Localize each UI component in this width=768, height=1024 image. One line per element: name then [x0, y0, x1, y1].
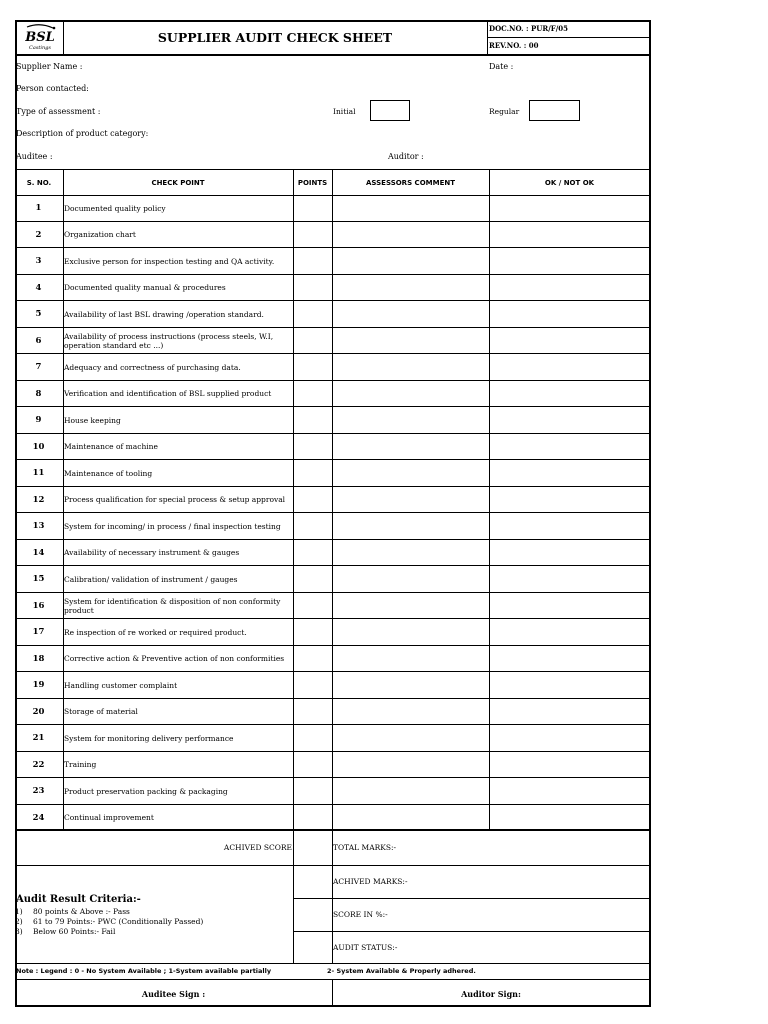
- row-number: 10: [32, 441, 45, 452]
- check-point-text: Documented quality policy: [64, 203, 166, 213]
- assessor-comment-cell[interactable]: [333, 434, 489, 461]
- table-row: [15, 434, 651, 461]
- row-number: 4: [35, 282, 42, 293]
- header-bottom-line: [15, 54, 651, 56]
- criteria-text: 80 points & Above :- Pass: [33, 907, 130, 916]
- row-number: 23: [32, 786, 45, 797]
- ok-not-ok-cell[interactable]: [490, 381, 649, 408]
- row-number: 6: [35, 335, 42, 346]
- points-cell[interactable]: [294, 593, 332, 620]
- check-point-text: Process qualification for special process & setup approval: [64, 495, 286, 505]
- ok-not-ok-cell[interactable]: [490, 407, 649, 434]
- ok-not-ok-cell[interactable]: [490, 513, 649, 540]
- table-row: [15, 301, 651, 328]
- row-number: 14: [32, 547, 45, 558]
- table-row: [15, 354, 651, 381]
- assessor-comment-cell[interactable]: [333, 540, 489, 567]
- check-point-text: Availability of last BSL drawing /operation standard.: [64, 309, 264, 319]
- ok-not-ok-cell[interactable]: [490, 646, 649, 673]
- check-point-text: Training: [64, 760, 97, 770]
- ok-not-ok-cell[interactable]: [490, 593, 649, 620]
- svg-text:BSL: BSL: [25, 30, 55, 45]
- ok-not-ok-cell[interactable]: [490, 619, 649, 646]
- criteria-text: Below 60 Points:- Fail: [33, 927, 116, 936]
- points-cell[interactable]: [294, 805, 332, 832]
- legend-right: 2- System Available & Properly adhered.: [327, 967, 476, 975]
- assessor-comment-cell[interactable]: [333, 248, 489, 275]
- table-row: [15, 513, 651, 540]
- points-cell[interactable]: [294, 540, 332, 567]
- points-cell[interactable]: [294, 778, 332, 805]
- date-label: Date :: [489, 62, 514, 71]
- points-cell[interactable]: [294, 725, 332, 752]
- assessor-comment-cell[interactable]: [333, 513, 489, 540]
- points-cell[interactable]: [294, 487, 332, 514]
- ok-not-ok-cell[interactable]: [490, 778, 649, 805]
- ok-not-ok-cell[interactable]: [490, 195, 649, 222]
- assessor-comment-cell[interactable]: [333, 646, 489, 673]
- points-cell[interactable]: [294, 672, 332, 699]
- initial-label: Initial: [333, 107, 356, 116]
- points-cell[interactable]: [294, 328, 332, 355]
- company-logo: [21, 23, 59, 51]
- summary-score-line: [15, 865, 294, 866]
- table-row: [15, 672, 651, 699]
- score-percent-label: SCORE IN %:-: [333, 910, 388, 919]
- points-cell[interactable]: [294, 381, 332, 408]
- points-cell[interactable]: [294, 407, 332, 434]
- row-number: 7: [35, 362, 42, 373]
- check-point-text: Maintenance of machine: [64, 442, 158, 452]
- ok-not-ok-cell[interactable]: [490, 672, 649, 699]
- points-cell[interactable]: [294, 460, 332, 487]
- assessor-comment-cell[interactable]: [333, 407, 489, 434]
- ok-not-ok-cell[interactable]: [490, 460, 649, 487]
- check-point-text: Maintenance of tooling: [64, 468, 153, 478]
- auditor-sign: Auditor Sign:: [461, 989, 521, 999]
- ok-not-ok-cell[interactable]: [490, 328, 649, 355]
- check-point-text: System for monitoring delivery performance: [64, 733, 234, 743]
- assessor-comment-cell[interactable]: [333, 195, 489, 222]
- points-cell[interactable]: [294, 354, 332, 381]
- ok-not-ok-cell[interactable]: [490, 487, 649, 514]
- row-number: 22: [32, 759, 45, 770]
- criteria-number: 3): [15, 927, 23, 936]
- table-row: [15, 752, 651, 779]
- assessor-comment-cell[interactable]: [333, 566, 489, 593]
- assessor-comment-cell[interactable]: [333, 460, 489, 487]
- assessor-comment-cell[interactable]: [333, 222, 489, 249]
- col-header-sno: S. NO.: [26, 179, 52, 187]
- initial-checkbox[interactable]: [370, 100, 410, 121]
- check-point-text: Product preservation packing & packaging: [64, 786, 228, 796]
- ok-not-ok-cell[interactable]: [490, 248, 649, 275]
- supplier-name-label: Supplier Name :: [16, 62, 83, 71]
- check-point-text: Re inspection of re worked or required product.: [64, 627, 247, 637]
- row-number: 19: [32, 680, 45, 691]
- assessor-comment-cell[interactable]: [333, 752, 489, 779]
- assessor-comment-cell[interactable]: [333, 805, 489, 832]
- points-cell[interactable]: [294, 513, 332, 540]
- check-point-text: Documented quality manual & procedures: [64, 283, 226, 293]
- achived-marks-label: ACHIVED MARKS:-: [333, 877, 408, 886]
- table-row: [15, 222, 651, 249]
- border-bottom: [15, 1005, 651, 1007]
- criteria-title: Audit Result Criteria:-: [16, 894, 141, 905]
- table-row: [15, 699, 651, 726]
- table-row: [15, 593, 651, 620]
- points-cell[interactable]: [294, 275, 332, 302]
- row-number: 16: [32, 600, 45, 611]
- assessor-comment-cell[interactable]: [333, 672, 489, 699]
- table-row: [15, 248, 651, 275]
- total-marks-label: TOTAL MARKS:-: [333, 843, 397, 852]
- table-row: [15, 275, 651, 302]
- audit-check-sheet: [15, 20, 651, 1007]
- auditee-label: Auditee :: [16, 152, 53, 161]
- criteria-number: 1): [15, 907, 23, 916]
- col-header-comment: ASSESSORS COMMENT: [366, 179, 455, 187]
- ok-not-ok-cell[interactable]: [490, 752, 649, 779]
- criteria-number: 2): [15, 917, 23, 926]
- check-point-text: Handling customer complaint: [64, 680, 178, 690]
- points-cell[interactable]: [294, 566, 332, 593]
- row-number: 5: [35, 309, 42, 320]
- assessor-comment-cell[interactable]: [333, 381, 489, 408]
- points-cell[interactable]: [294, 619, 332, 646]
- table-row: [15, 328, 651, 355]
- table-row: [15, 646, 651, 673]
- check-point-text: Calibration/ validation of instrument / gauges: [64, 574, 238, 584]
- check-point-text: Corrective action & Preventive action of non conformities: [64, 654, 285, 664]
- table-row: [15, 725, 651, 752]
- assessor-comment-cell[interactable]: [333, 593, 489, 620]
- row-number: 11: [32, 468, 45, 479]
- description-label: Description of product category:: [16, 129, 149, 138]
- type-of-assessment-label: Type of assessment :: [16, 107, 101, 116]
- ok-not-ok-cell[interactable]: [490, 354, 649, 381]
- table-row: [15, 566, 651, 593]
- summary-row-line-2: [293, 898, 650, 899]
- regular-checkbox[interactable]: [529, 100, 580, 121]
- svg-text:Castings: Castings: [29, 45, 51, 51]
- achived-score-label: ACHIVED SCORE: [223, 843, 292, 852]
- table-row: [15, 540, 651, 567]
- row-number: 8: [35, 388, 42, 399]
- row-number: 18: [32, 653, 45, 664]
- points-cell[interactable]: [294, 434, 332, 461]
- summary-row-line-3: [293, 931, 650, 932]
- doc-number: DOC.NO. : PUR/F/05: [489, 24, 569, 33]
- person-contacted-label: Person contacted:: [16, 84, 89, 93]
- col-header-points: POINTS: [297, 179, 328, 187]
- table-row: [15, 778, 651, 805]
- assessor-comment-cell[interactable]: [333, 328, 489, 355]
- assessor-comment-cell[interactable]: [333, 487, 489, 514]
- assessor-comment-cell[interactable]: [333, 275, 489, 302]
- check-point-text: Verification and identification of BSL supplied product: [64, 389, 272, 399]
- check-point-text: System for incoming/ in process / final inspection testing: [64, 521, 281, 531]
- points-cell[interactable]: [294, 195, 332, 222]
- ok-not-ok-cell[interactable]: [490, 805, 649, 832]
- ok-not-ok-cell[interactable]: [490, 301, 649, 328]
- table-bottom-line: [15, 829, 651, 831]
- check-point-text: Continual improvement: [64, 813, 154, 823]
- row-number: 9: [35, 415, 42, 426]
- table-row: [15, 460, 651, 487]
- table-row: [15, 805, 651, 832]
- points-cell[interactable]: [294, 646, 332, 673]
- logo-icon: [21, 23, 59, 51]
- row-number: 2: [35, 229, 42, 240]
- points-cell[interactable]: [294, 301, 332, 328]
- ok-not-ok-cell[interactable]: [490, 434, 649, 461]
- check-point-text: Storage of material: [64, 707, 138, 717]
- row-number: 12: [32, 494, 45, 505]
- points-cell[interactable]: [294, 248, 332, 275]
- row-number: 17: [32, 627, 45, 638]
- check-point-text: House keeping: [64, 415, 121, 425]
- summary-bottom-line: [15, 963, 651, 964]
- summary-row-line-1: [293, 865, 650, 866]
- assessor-comment-cell[interactable]: [333, 699, 489, 726]
- assessor-comment-cell[interactable]: [333, 619, 489, 646]
- table-row: [15, 381, 651, 408]
- table-top-line: [15, 169, 651, 170]
- legend-bottom-line: [15, 979, 651, 980]
- assessor-comment-cell[interactable]: [333, 725, 489, 752]
- ok-not-ok-cell[interactable]: [490, 566, 649, 593]
- check-point-text: Organization chart: [64, 230, 136, 240]
- auditee-sign: Auditee Sign :: [141, 989, 206, 999]
- points-cell[interactable]: [294, 699, 332, 726]
- table-row: [15, 195, 651, 222]
- ok-not-ok-cell[interactable]: [490, 540, 649, 567]
- col-header-checkpoint: CHECK POINT: [151, 179, 205, 187]
- row-number: 13: [32, 521, 45, 532]
- row-number: 15: [32, 574, 45, 585]
- table-row: [15, 487, 651, 514]
- regular-label: Regular: [489, 107, 520, 116]
- criteria-text: 61 to 79 Points:- PWC (Conditionally Passed): [33, 917, 204, 926]
- assessor-comment-cell[interactable]: [333, 301, 489, 328]
- check-point-text: Availability of process instructions (process steels, W.I, operation standard etc ...): [64, 331, 274, 350]
- ok-not-ok-cell[interactable]: [490, 222, 649, 249]
- points-cell[interactable]: [294, 752, 332, 779]
- audit-status-label: AUDIT STATUS:-: [333, 943, 398, 952]
- assessor-comment-cell[interactable]: [333, 778, 489, 805]
- auditor-label: Auditor :: [388, 152, 424, 161]
- header-divider-docrev: [487, 37, 650, 38]
- row-number: 24: [32, 812, 45, 823]
- check-point-text: System for identification & disposition of non conformity product: [64, 596, 281, 615]
- border-top: [15, 20, 651, 22]
- rev-number: REV.NO. : 00: [489, 41, 539, 50]
- ok-not-ok-cell[interactable]: [490, 699, 649, 726]
- row-number: 1: [35, 203, 42, 214]
- legend-left: Note : Legend : 0 - No System Available ; 1-System available partially: [16, 967, 272, 975]
- summary-divider-left: [293, 830, 294, 963]
- points-cell[interactable]: [294, 222, 332, 249]
- ok-not-ok-cell[interactable]: [490, 275, 649, 302]
- ok-not-ok-cell[interactable]: [490, 725, 649, 752]
- col-header-ok: OK / NOT OK: [544, 179, 595, 187]
- check-point-text: Availability of necessary instrument & gauges: [64, 548, 240, 558]
- row-number: 21: [32, 733, 45, 744]
- assessor-comment-cell[interactable]: [333, 354, 489, 381]
- check-point-text: Adequacy and correctness of purchasing data.: [64, 362, 241, 372]
- table-row: [15, 407, 651, 434]
- table-row: [15, 619, 651, 646]
- page-title: SUPPLIER AUDIT CHECK SHEET: [157, 30, 393, 45]
- check-point-text: Exclusive person for inspection testing and QA activity.: [64, 256, 275, 266]
- row-number: 3: [35, 256, 42, 267]
- row-number: 20: [32, 706, 45, 717]
